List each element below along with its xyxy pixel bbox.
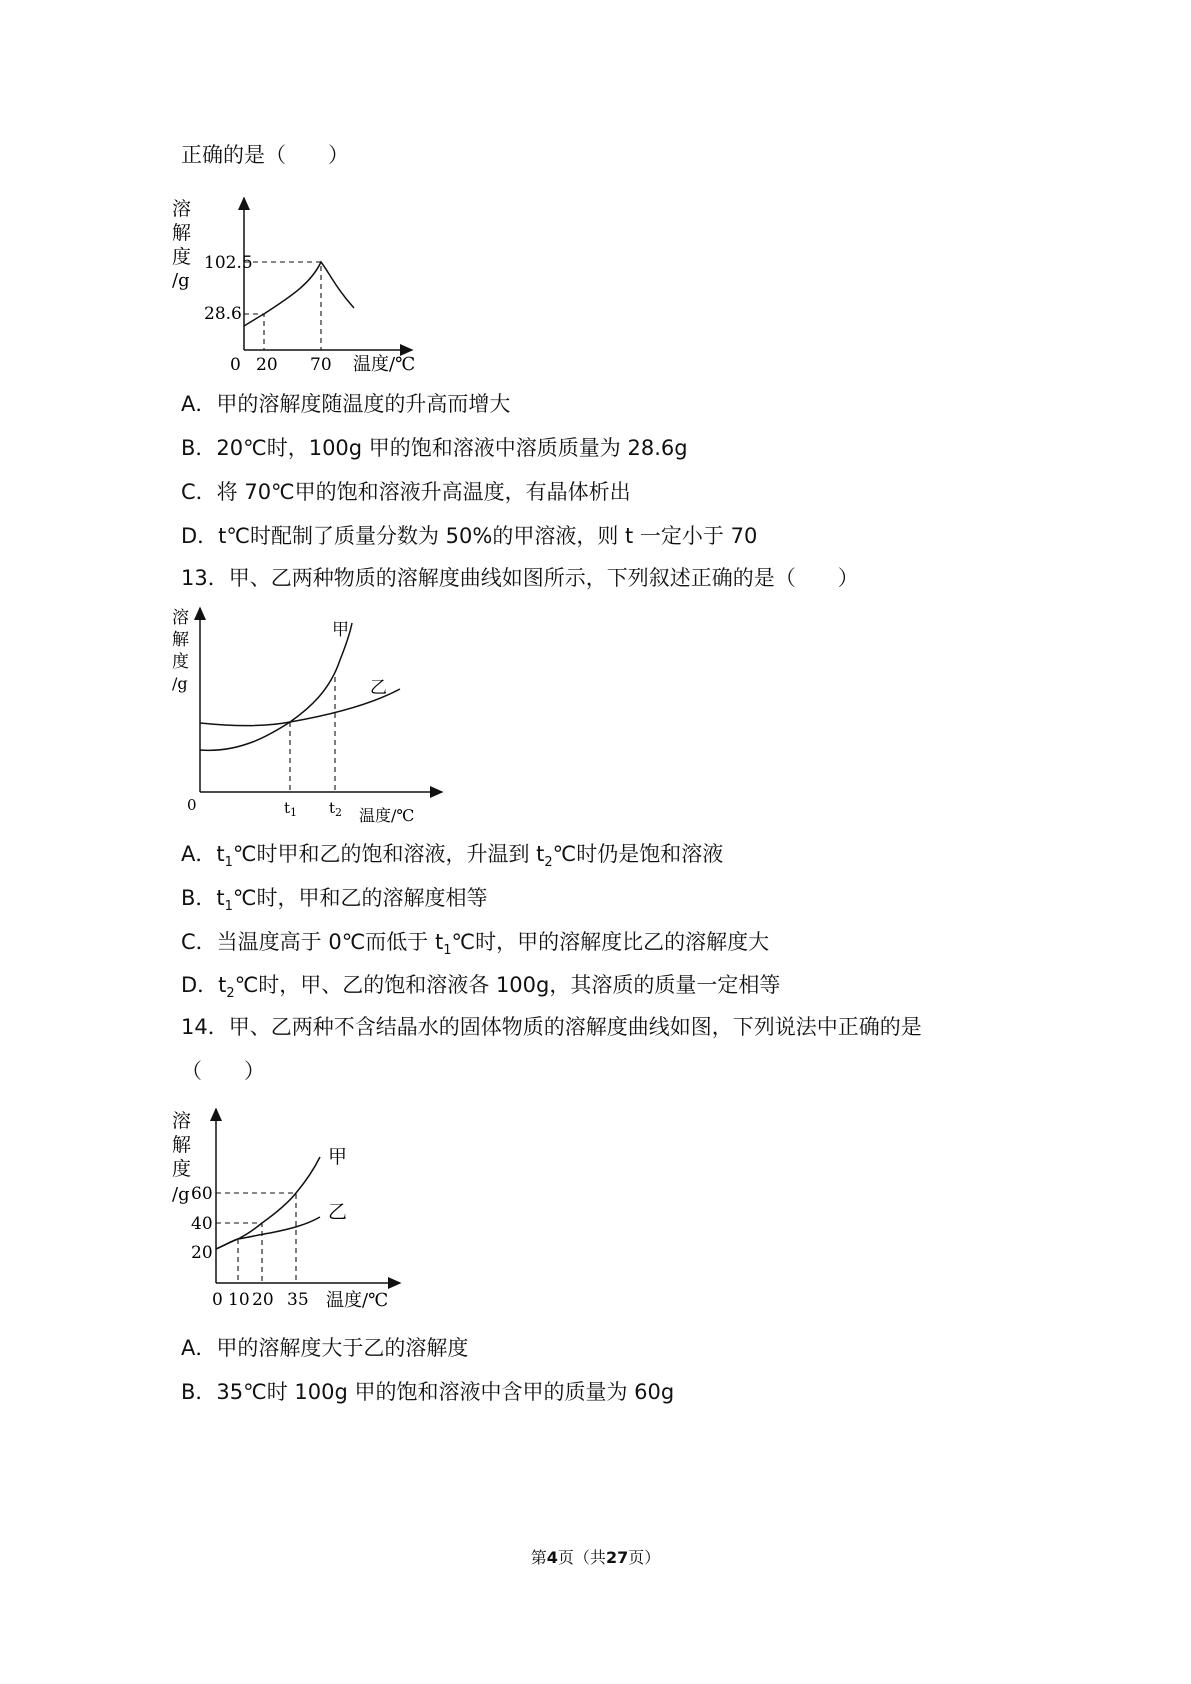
q14-ylabel-1: 溶 — [172, 1110, 192, 1132]
q14-curve-jia — [216, 1157, 320, 1249]
page-number: 4 — [546, 1548, 558, 1567]
q12-option-c: C．将 70℃甲的饱和溶液升高温度，有晶体析出 — [181, 480, 631, 504]
q14-ytick-60: 60 — [191, 1184, 213, 1204]
q13-option-d: D．$t_2℃$时，甲、乙的饱和溶液各 100g，其溶质的质量一定相等 — [181, 973, 781, 1002]
q13-curve-jia — [200, 623, 352, 750]
q14-option-a: A．甲的溶解度大于乙的溶解度 — [181, 1336, 469, 1360]
q13-xtick-t1: $t_1$ — [284, 799, 298, 819]
q14-xtick-0: 0 — [212, 1290, 223, 1310]
q12-curve-jia — [244, 262, 354, 326]
q14-ytick-40: 40 — [191, 1214, 213, 1234]
q12-ylabel-4: /g — [172, 270, 190, 291]
q13-series-label-yi: 乙 — [370, 678, 387, 698]
q14-ytick-20: 20 — [191, 1243, 213, 1263]
q14-series-label-yi: 乙 — [328, 1201, 348, 1223]
q12-ytick-102.5: 102.5 — [204, 253, 253, 273]
q12-guide-102.5 — [244, 262, 321, 350]
q13-chart — [170, 605, 460, 829]
q12-xtick-20: 20 — [256, 355, 278, 375]
q14-ylabel-3: 度 — [172, 1158, 192, 1180]
q12-option-d: D．t℃时配制了质量分数为 50%的甲溶液，则 t 一定小于 70 — [181, 524, 758, 548]
q13-xtick-t2: $t_2$ — [329, 799, 343, 819]
q14-xlabel: 温度/℃ — [326, 1290, 389, 1311]
q14-option-b: B．35℃时 100g 甲的饱和溶液中含甲的质量为 60g — [181, 1380, 675, 1404]
q12-xtick-0: 0 — [230, 355, 241, 375]
q14-series-label-jia: 甲 — [328, 1146, 348, 1168]
q13-xlabel: 温度/℃ — [359, 806, 415, 825]
q12-chart — [170, 190, 450, 384]
q14-guide-20 — [216, 1223, 262, 1283]
q12-option-b: B．20℃时，100g 甲的饱和溶液中溶质质量为 28.6g — [181, 436, 688, 460]
q13-series-label-jia: 甲 — [332, 620, 349, 640]
q12-ylabel-3: 度 — [172, 246, 192, 268]
q13-option-b: B．$t_1℃$时，甲和乙的溶解度相等 — [181, 886, 488, 915]
q13-option-c: C．当温度高于 0℃而低于 $t_1℃$时，甲的溶解度比乙的溶解度大 — [181, 930, 770, 959]
q12-ylabel-2: 解 — [172, 222, 192, 244]
q12-stem-tail: 正确的是（ ） — [181, 143, 349, 167]
q13-xtick-0: 0 — [187, 796, 197, 814]
q13-ylabel-4: /g — [172, 674, 188, 693]
q13-stem: 13．甲、乙两种物质的溶解度曲线如图所示，下列叙述正确的是（ ） — [181, 566, 859, 590]
q12-option-a: A．甲的溶解度随温度的升高而增大 — [181, 392, 511, 416]
q14-xtick-35: 35 — [287, 1290, 309, 1310]
q14-chart — [170, 1103, 430, 1327]
q14-xtick-10: 10 — [228, 1290, 250, 1310]
q14-curve-yi — [216, 1217, 320, 1249]
q12-xlabel: 温度/℃ — [353, 354, 416, 375]
q14-xtick-20: 20 — [252, 1290, 274, 1310]
page-footer: 第4页（共27页） — [530, 1548, 661, 1567]
q14-ylabel-2: 解 — [172, 1134, 192, 1156]
q14-stem-line2: （ ） — [181, 1059, 265, 1083]
page-total: 27 — [605, 1548, 629, 1567]
q13-ylabel-1: 溶 — [172, 608, 189, 628]
q13-option-a: A．$t_1℃$时甲和乙的饱和溶液，升温到 $t_2℃$时仍是饱和溶液 — [181, 842, 724, 871]
q12-ylabel-1: 溶 — [172, 198, 192, 220]
q12-ytick-28.6: 28.6 — [204, 304, 242, 324]
q13-ylabel-2: 解 — [172, 630, 189, 650]
q14-ylabel-4: /g — [172, 1184, 190, 1205]
q12-xtick-70: 70 — [310, 355, 332, 375]
q13-ylabel-3: 度 — [172, 652, 189, 672]
q14-stem-line1: 14．甲、乙两种不含结晶水的固体物质的溶解度曲线如图，下列说法中正确的是 — [181, 1015, 922, 1039]
